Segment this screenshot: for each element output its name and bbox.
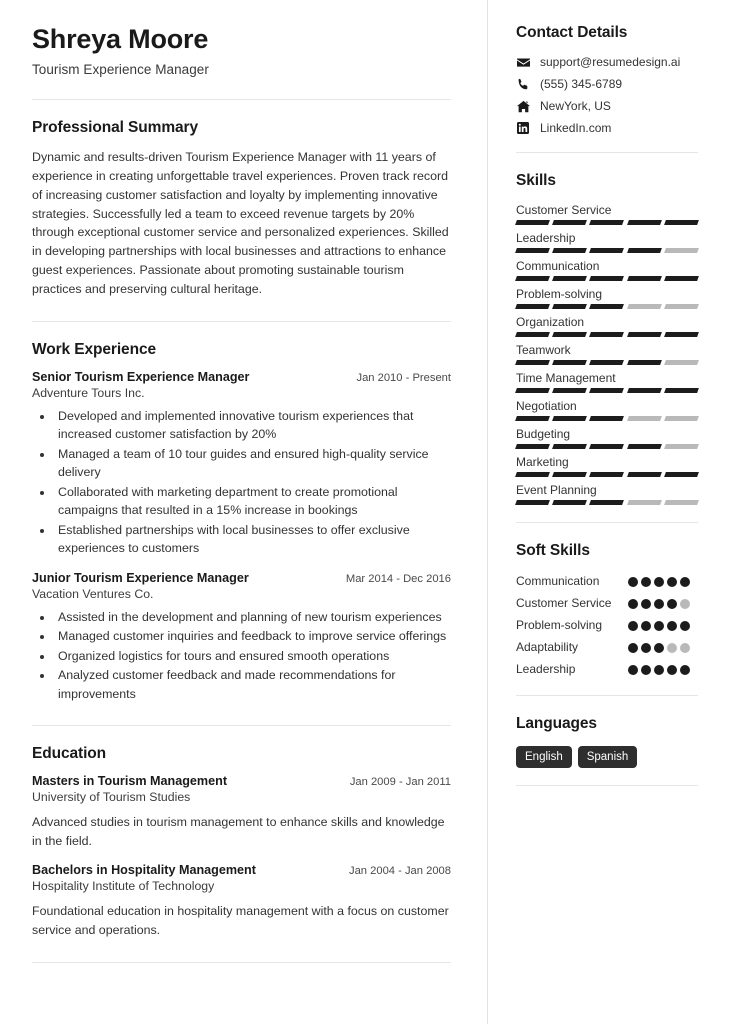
section-heading-work: Work Experience [32, 340, 156, 358]
soft-skill-rating [628, 639, 690, 653]
skill-row [516, 231, 698, 253]
soft-skill-rating [628, 573, 690, 587]
sidebar-column [487, 0, 730, 1024]
skill-segment [664, 416, 699, 421]
contact-item-value: LinkedIn.com [540, 121, 612, 135]
section-work-experience [32, 341, 451, 703]
soft-skill-label: Problem-solving [516, 618, 603, 632]
work-entry-organization: Adventure Tours Inc. [32, 385, 145, 400]
work-bullet-list [32, 608, 451, 703]
skill-segment [664, 360, 699, 365]
soft-skills-list [516, 573, 698, 678]
skill-label: Budgeting [516, 427, 571, 441]
language-pill-list [516, 746, 698, 768]
skill-segment [589, 304, 624, 309]
skill-row [516, 427, 698, 449]
work-entry-header [32, 370, 451, 384]
skill-segment [627, 360, 662, 365]
section-heading-contact: Contact Details [516, 24, 628, 41]
skill-level-bar [516, 332, 698, 337]
soft-skill-dot [628, 599, 638, 609]
soft-skill-row [516, 661, 698, 678]
contact-item[interactable] [516, 99, 698, 113]
section-heading-soft-skills: Soft Skills [516, 542, 590, 559]
soft-skill-rating [628, 595, 690, 609]
skill-segment [515, 500, 550, 505]
work-bullet: • Managed customer inquiries and feedback to improve service offerings [54, 627, 451, 645]
skill-segment [627, 472, 662, 477]
skill-segment [627, 388, 662, 393]
section-skills [516, 172, 698, 505]
section-education [32, 745, 451, 939]
skill-segment [627, 220, 662, 225]
work-bullet: • Established partnerships with local businesses to offer exclusive experiences to customers [54, 521, 451, 558]
skill-segment [552, 332, 587, 337]
summary-divider [32, 321, 451, 322]
skill-segment [515, 220, 550, 225]
skill-segment [589, 360, 624, 365]
skill-segment [664, 276, 699, 281]
skill-segment [552, 388, 587, 393]
header-divider [32, 99, 451, 100]
skill-label: Time Management [516, 371, 616, 385]
skill-segment [552, 276, 587, 281]
education-entry-institution: Hospitality Institute of Technology [32, 879, 215, 894]
skills-divider [516, 522, 698, 523]
soft-skill-dot [654, 643, 664, 653]
skill-segment [664, 444, 699, 449]
skill-label: Teamwork [516, 343, 571, 357]
skill-row [516, 315, 698, 337]
soft-skill-dot [641, 599, 651, 609]
skill-segment [664, 388, 699, 393]
work-bullet-list [32, 407, 451, 558]
education-entry-title: Masters in Tourism Management [32, 774, 228, 789]
soft-skill-dot [641, 643, 651, 653]
contact-item-value: support@resumedesign.ai [540, 55, 681, 69]
skill-segment [515, 388, 550, 393]
skill-segment [515, 360, 550, 365]
education-entry-date: Jan 2004 - Jan 2008 [348, 865, 451, 878]
skill-segment [552, 500, 587, 505]
contact-divider [516, 152, 698, 153]
contact-item[interactable] [516, 55, 698, 69]
soft-skill-dot [654, 665, 664, 675]
soft-skill-dot [654, 599, 664, 609]
work-entry-date: Mar 2014 - Dec 2016 [345, 572, 451, 585]
skill-segment [589, 332, 624, 337]
soft-skill-label: Adaptability [516, 640, 579, 654]
contact-item-value: NewYork, US [540, 99, 611, 113]
soft-skill-dot [667, 577, 677, 587]
skill-label: Communication [516, 259, 600, 273]
skill-segment [589, 248, 624, 253]
skill-segment [589, 416, 624, 421]
skill-row [516, 455, 698, 477]
skill-segment [589, 472, 624, 477]
skill-label: Problem-solving [516, 287, 603, 301]
work-divider [32, 725, 451, 726]
work-bullet: • Managed a team of 10 tour guides and ensured high-quality service delivery [54, 445, 451, 482]
skill-level-bar [516, 304, 698, 309]
skill-segment [664, 220, 699, 225]
work-entry [32, 370, 451, 558]
section-contact-details [516, 24, 698, 135]
skill-row [516, 343, 698, 365]
skill-segment [589, 444, 624, 449]
soft-skill-dot [680, 599, 690, 609]
skill-segment [515, 444, 550, 449]
skills-list [516, 203, 698, 505]
section-heading-skills: Skills [516, 172, 556, 189]
work-entry [32, 571, 451, 703]
work-entry-list [32, 370, 451, 703]
language-pill: English [516, 746, 572, 768]
skill-row [516, 483, 698, 505]
soft-skill-dot [667, 665, 677, 675]
skill-level-bar [516, 500, 698, 505]
skill-segment [552, 248, 587, 253]
skill-level-bar [516, 248, 698, 253]
skill-segment [664, 332, 699, 337]
skill-segment [552, 444, 587, 449]
language-pill: Spanish [578, 746, 638, 768]
contact-item[interactable] [516, 121, 698, 135]
skill-segment [589, 388, 624, 393]
soft-skill-row [516, 617, 698, 634]
skill-segment [589, 276, 624, 281]
soft-skill-dot [680, 577, 690, 587]
skill-label: Event Planning [516, 483, 597, 497]
soft-skill-rating [628, 661, 690, 675]
work-entry-title: Junior Tourism Experience Manager [32, 570, 249, 585]
candidate-name: Shreya Moore [32, 24, 209, 54]
education-entry-title: Bachelors in Hospitality Management [32, 863, 256, 878]
skill-label: Customer Service [516, 203, 612, 217]
education-entry [32, 863, 451, 939]
skill-level-bar [516, 472, 698, 477]
soft-skill-dot [680, 643, 690, 653]
soft-skill-dot [641, 665, 651, 675]
skill-segment [589, 500, 624, 505]
skill-level-bar [516, 416, 698, 421]
skill-row [516, 259, 698, 281]
soft-skill-dot [628, 621, 638, 631]
work-bullet: • Assisted in the development and planning of new tourism experiences [54, 608, 451, 626]
skill-level-bar [516, 220, 698, 225]
home-icon [516, 99, 530, 113]
work-entry-organization: Vacation Ventures Co. [32, 586, 154, 601]
skill-label: Leadership [516, 231, 576, 245]
soft-skill-dot [641, 577, 651, 587]
soft-skill-dot [654, 577, 664, 587]
skill-segment [627, 500, 662, 505]
soft-skill-label: Leadership [516, 662, 576, 676]
soft-skill-dot [680, 621, 690, 631]
soft-skill-row [516, 573, 698, 590]
soft-skill-row [516, 639, 698, 656]
skill-segment [552, 220, 587, 225]
section-professional-summary [32, 119, 451, 299]
skill-row [516, 287, 698, 309]
skill-level-bar [516, 444, 698, 449]
work-bullet: • Organized logistics for tours and ensured smooth operations [54, 647, 451, 665]
work-entry-title: Senior Tourism Experience Manager [32, 369, 250, 384]
phone-icon [516, 77, 530, 91]
skill-segment [627, 248, 662, 253]
work-bullet: • Developed and implemented innovative tourism experiences that increased customer satisfaction by 20% [54, 407, 451, 444]
section-languages [516, 715, 698, 768]
skill-label: Organization [516, 315, 585, 329]
summary-text: Dynamic and results-driven Tourism Experience Manager with 11 years of experience in creating unforgettable travel experiences. Proven track record of increasing customer satisfaction and loyalty by implementing innovative strategies. Successfully led a team to exceed revenue targets by 20% through exceptional customer service and personalized experiences. Skilled in developing partnerships with local businesses and attractions to enhance guest experiences. Passionate about promoting sustainable tourism practices and preserving cultural heritage. [32, 150, 449, 296]
skill-segment [515, 472, 550, 477]
candidate-job-title: Tourism Experience Manager [32, 62, 209, 78]
section-heading-summary: Professional Summary [32, 119, 198, 137]
skill-segment [664, 500, 699, 505]
education-entry-list [32, 774, 451, 939]
soft-skill-rating [628, 617, 690, 631]
skill-row [516, 203, 698, 225]
education-entry-institution: University of Tourism Studies [32, 790, 191, 805]
linkedin-icon [516, 121, 530, 135]
skill-segment [552, 360, 587, 365]
soft-skills-divider [516, 695, 698, 696]
skill-row [516, 399, 698, 421]
skill-segment [664, 304, 699, 309]
skill-segment [627, 332, 662, 337]
section-soft-skills [516, 542, 698, 678]
education-divider [32, 962, 451, 963]
education-entry-description: Advanced studies in tourism management to enhance skills and knowledge in the field. [32, 815, 445, 848]
skill-segment [515, 276, 550, 281]
skill-row [516, 371, 698, 393]
skill-level-bar [516, 276, 698, 281]
contact-item[interactable] [516, 77, 698, 91]
soft-skill-row [516, 595, 698, 612]
soft-skill-dot [654, 621, 664, 631]
resume-header [32, 24, 451, 77]
skill-segment [515, 248, 550, 253]
soft-skill-label: Communication [516, 574, 600, 588]
section-heading-education: Education [32, 745, 107, 763]
work-bullet: • Collaborated with marketing department to create promotional campaigns that resulted in a 15% increase in bookings [54, 483, 451, 520]
soft-skill-dot [680, 665, 690, 675]
soft-skill-dot [641, 621, 651, 631]
soft-skill-dot [667, 643, 677, 653]
soft-skill-dot [667, 621, 677, 631]
skill-segment [515, 304, 550, 309]
skill-segment [589, 220, 624, 225]
education-entry-header [32, 774, 451, 788]
skill-segment [627, 304, 662, 309]
education-entry-header [32, 863, 451, 877]
contact-list [516, 55, 698, 135]
skill-segment [664, 472, 699, 477]
education-entry-description: Foundational education in hospitality management with a focus on customer service and operations. [32, 904, 449, 937]
envelope-icon [516, 55, 530, 69]
soft-skill-dot [667, 599, 677, 609]
education-entry [32, 774, 451, 850]
skill-segment [627, 444, 662, 449]
skill-segment [552, 304, 587, 309]
languages-divider [516, 785, 698, 786]
work-bullet: • Analyzed customer feedback and made recommendations for improvements [54, 666, 451, 703]
skill-label: Negotiation [516, 399, 577, 413]
work-entry-header [32, 571, 451, 585]
skill-segment [664, 248, 699, 253]
skill-segment [552, 472, 587, 477]
skill-segment [627, 416, 662, 421]
soft-skill-label: Customer Service [516, 596, 612, 610]
skill-label: Marketing [516, 455, 569, 469]
section-heading-languages: Languages [516, 715, 597, 732]
soft-skill-dot [628, 643, 638, 653]
soft-skill-dot [628, 665, 638, 675]
skill-segment [627, 276, 662, 281]
work-entry-date: Jan 2010 - Present [356, 371, 451, 384]
soft-skill-dot [628, 577, 638, 587]
skill-segment [515, 416, 550, 421]
education-entry-date: Jan 2009 - Jan 2011 [349, 776, 451, 789]
skill-segment [515, 332, 550, 337]
skill-level-bar [516, 360, 698, 365]
skill-level-bar [516, 388, 698, 393]
skill-segment [552, 416, 587, 421]
contact-item-value: (555) 345-6789 [540, 77, 623, 91]
